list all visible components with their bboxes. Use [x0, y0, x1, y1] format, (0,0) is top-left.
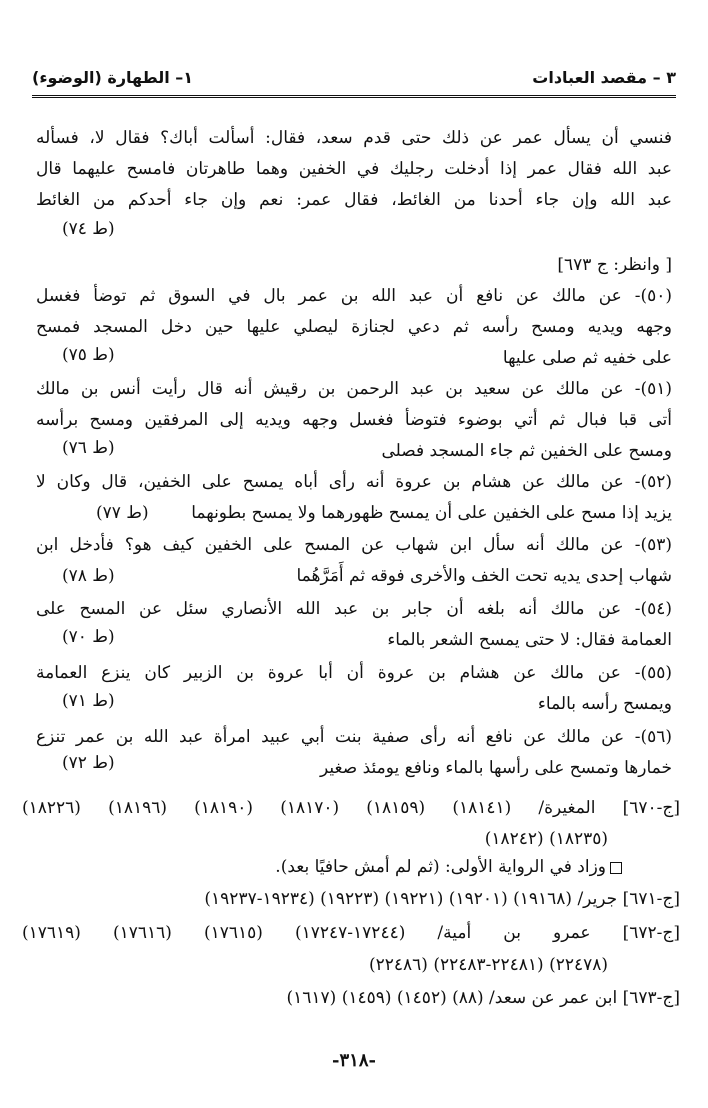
note-marker: [610, 862, 622, 874]
running-header: [32, 62, 676, 92]
source-ref: (ط ٧٥): [62, 345, 115, 365]
hadith-line: ويمسح رأسه بالماء: [537, 694, 672, 714]
hadith-line: (٥٣)- عن مالك أنه سأل ابن شهاب عن المسح على الخفين كيف هو؟ فأدخل ابن: [36, 535, 672, 555]
source-ref: (ط ٧٦): [62, 438, 115, 458]
reference-line: (١٨٢٣٥) (١٨٢٤٢): [484, 829, 608, 849]
reference-line: وزاد في الرواية الأولى: (ثم لم أمش حافيًا بعد).: [275, 857, 606, 877]
text-line: عبد الله وإن جاء أحدنا من الغائط، فقال عمر: نعم وإن جاء أحدكم من الغائط: [36, 190, 672, 210]
text-line: فنسي أن يسأل عمر عن ذلك حتى قدم سعد، فقال: أسألت أباك؟ فقال لا، فسأله: [36, 128, 672, 148]
hadith-line: على خفيه ثم صلى عليها: [502, 348, 672, 368]
hadith-line: العمامة فقال: لا حتى يمسح الشعر بالماء: [387, 630, 672, 650]
hadith-line: أتى قبا فبال ثم أتي بوضوء فتوضأ فغسل وجهه ويديه إلى المرفقين ومسح برأسه: [36, 410, 672, 430]
hadith-line: وجهه ويديه ومسح رأسه ثم دعي لجنازة ليصلي عليها حين دخل المسجد فمسح: [36, 317, 672, 337]
hadith-line: (٥٦)- عن مالك عن نافع أنه رأى صفية بنت أبي عبيد امرأة عبد الله بن عمر تنزع: [36, 727, 672, 747]
hadith-line: (٥٥)- عن مالك عن هشام بن عروة أن أبا عروة بن الزبير كان ينزع العمامة: [36, 663, 672, 683]
header-divider: [32, 95, 676, 98]
hadith-line: (٥٢)- عن مالك عن هشام بن عروة أنه رأى أباه يمسح على الخفين، قال وكان لا: [36, 472, 672, 492]
reference-line: [ج-٦٧٠] المغيرة/ (١٨١٤١) (١٨١٥٩) (١٨١٧٠) (١٨١٩٠) (١٨١٩٦) (١٨٢٢٦): [22, 798, 680, 818]
source-ref: (ط ٧٠): [62, 627, 115, 647]
reference-line: [ج-٦٧٣] ابن عمر عن سعد/ (٨٨) (١٤٥٢) (١٤٥٩) (١٦١٧): [286, 988, 680, 1008]
see-also: [ وانظر: ج ٦٧٣]: [557, 255, 672, 275]
source-ref: (ط ٧٧): [96, 503, 149, 523]
page-number: -٣١٨-: [332, 1050, 376, 1071]
source-ref: (ط ٧٤): [62, 219, 115, 239]
hadith-line: (٥٤)- عن مالك أنه بلغه أن جابر بن عبد الله الأنصاري سئل عن المسح على: [36, 599, 672, 619]
reference-line: [ج-٦٧٢] عمرو بن أمية/ (١٧٢٤٤-١٧٢٤٧) (١٧٦١٥) (١٧٦١٦) (١٧٦١٩): [22, 923, 680, 943]
source-ref: (ط ٧١): [62, 691, 115, 711]
hadith-line: يزيد إذا مسح على الخفين على أن يمسح ظهورهما ولا يمسح بطونهما: [191, 503, 672, 523]
text-line: عبد الله فقال عمر إذا أدخلت رجليك في الخفين وهما طاهرتان فامسح عليهما قال: [36, 159, 672, 179]
reference-line: (٢٢٤٧٨) (٢٢٤٨١-٢٢٤٨٣) (٢٢٤٨٦): [369, 955, 608, 975]
hadith-line: ومسح على الخفين ثم جاء المسجد فصلى: [381, 441, 672, 461]
hadith-line: شهاب إحدى يديه تحت الخف والأخرى فوقه ثم أَمَرَّهُما: [296, 566, 672, 586]
source-ref: (ط ٧٨): [62, 566, 115, 586]
reference-line: [ج-٦٧١] جرير/ (١٩١٦٨) (١٩٢٠١) (١٩٢٢١) (١٩٢٢٣) (١٩٢٣٤-١٩٢٣٧): [204, 889, 680, 909]
chapter-title: ١– الطهارة (الوضوء): [32, 67, 194, 87]
source-ref: (ط ٧٢): [62, 753, 115, 773]
hadith-line: خمارها وتمسح على رأسها بالماء ونافع يومئذ صغير: [320, 758, 672, 778]
hadith-line: (٥١)- عن مالك عن سعيد بن عبد الرحمن بن رقيش أنه قال رأيت أنس بن مالك: [36, 379, 672, 399]
hadith-line: (٥٠)- عن مالك عن نافع أن عبد الله بن عمر بال في السوق ثم توضأ فغسل: [36, 286, 672, 306]
section-title: ٣ – مقصد العبادات: [532, 67, 676, 87]
